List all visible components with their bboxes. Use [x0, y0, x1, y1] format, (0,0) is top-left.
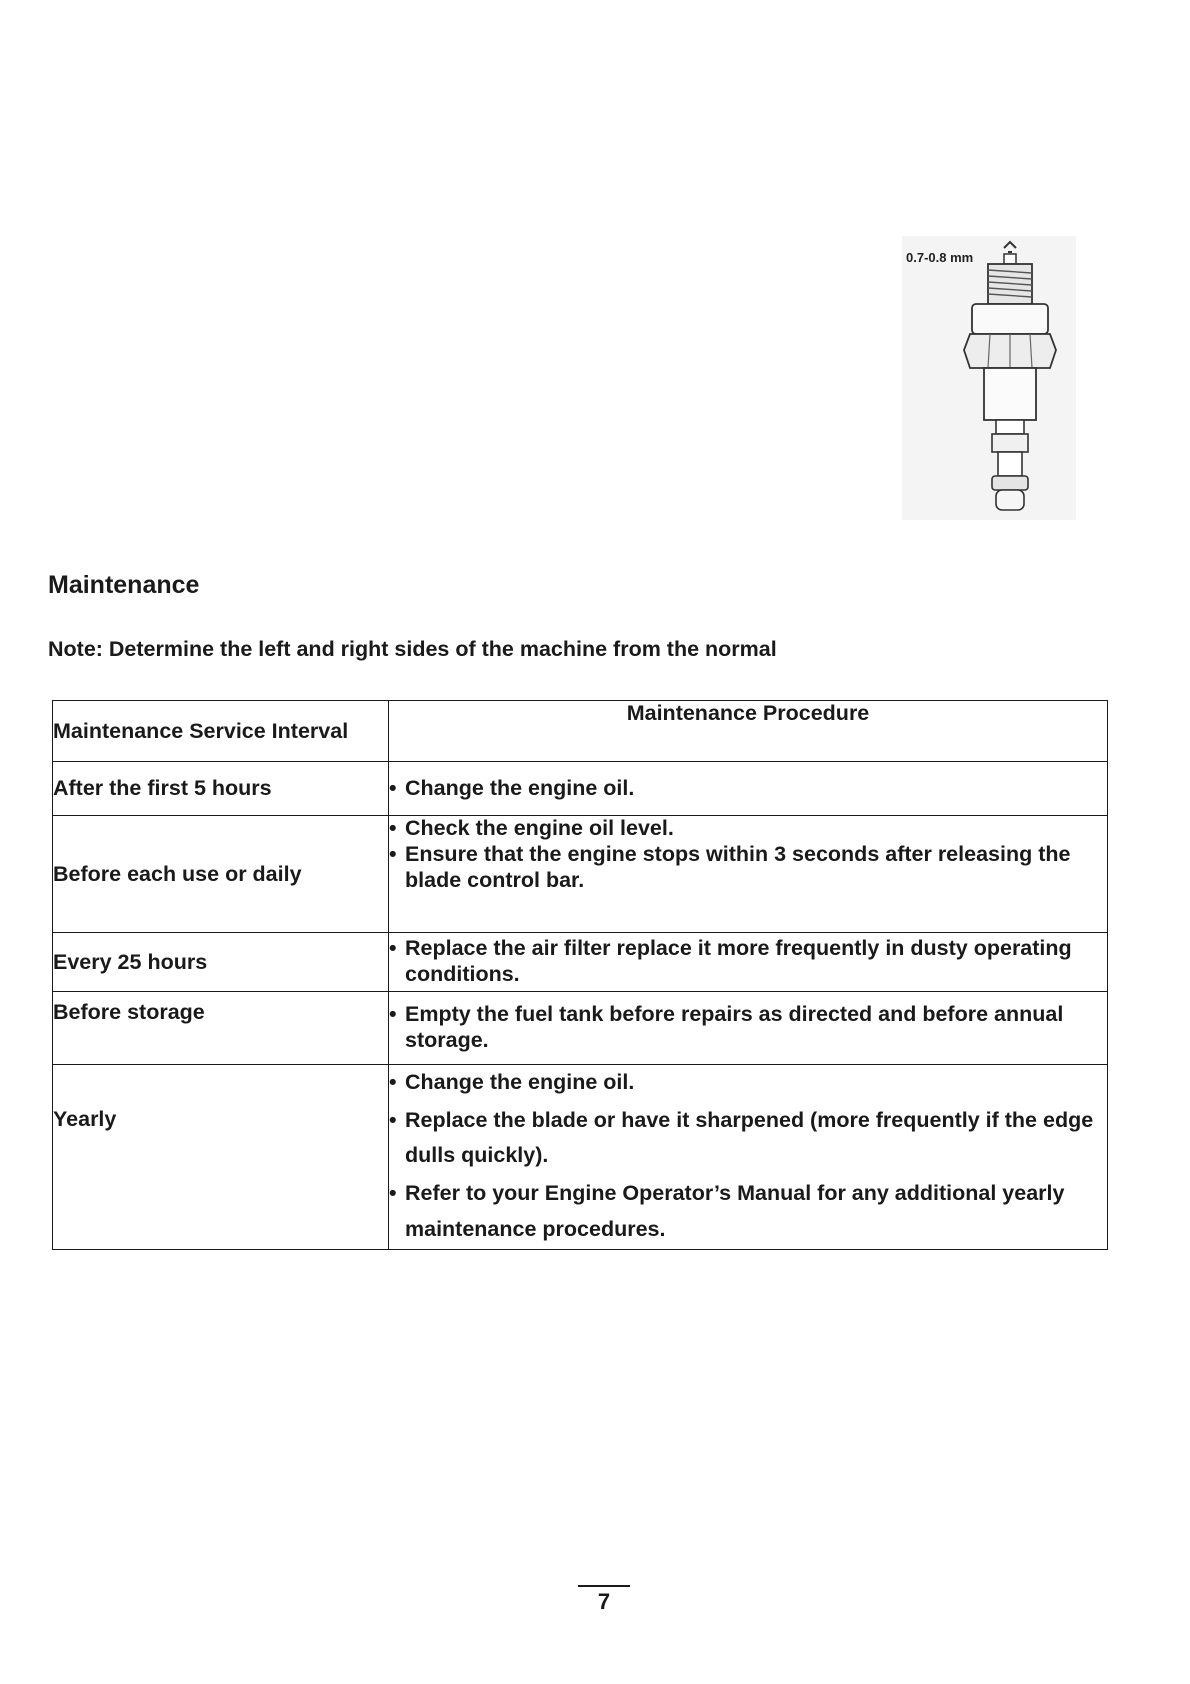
procedure-cell [389, 816, 1108, 933]
procedure-cell [389, 933, 1108, 992]
gap-label: 0.7-0.8 mm [906, 250, 974, 265]
interval-cell: Yearly [53, 1065, 389, 1250]
table-row [53, 992, 1108, 1065]
interval-cell: Every 25 hours [53, 933, 389, 992]
table-row [53, 1065, 1108, 1250]
note-text: Note: Determine the left and right sides of the machine from the normal [48, 637, 777, 661]
procedure-item: • Replace the blade or have it sharpened (more frequently if the edge dulls quickly). [389, 1107, 1094, 1168]
procedure-item: • Check the engine oil level. [389, 816, 674, 840]
procedure-item: • Replace the air filter replace it more frequently in dusty operating conditions. [389, 936, 1072, 986]
page-number: 7 [578, 1585, 630, 1615]
procedure-item: • Change the engine oil. [389, 1070, 635, 1094]
table-row [53, 762, 1108, 816]
spark-plug-figure [900, 232, 1078, 522]
interval-cell: After the first 5 hours [53, 762, 389, 816]
section-title: Maintenance [48, 571, 200, 599]
table-row [53, 816, 1108, 933]
header-procedure: Maintenance Procedure [389, 701, 1108, 762]
procedure-item: • Empty the fuel tank before repairs as directed and before annual storage. [389, 1002, 1064, 1052]
procedure-cell [389, 992, 1108, 1065]
interval-cell: Before storage [53, 992, 389, 1065]
procedure-item: • Change the engine oil. [389, 775, 635, 800]
maintenance-table [52, 700, 1108, 1250]
procedure-item: • Ensure that the engine stops within 3 seconds after releasing the blade control bar. [389, 841, 1071, 892]
procedure-cell [389, 1065, 1108, 1250]
spark-plug-icon [900, 232, 1078, 522]
table-row [53, 933, 1108, 992]
header-interval: Maintenance Service Interval [53, 701, 389, 762]
procedure-cell [389, 762, 1108, 816]
procedure-item: • Refer to your Engine Operator’s Manual for any additional yearly maintenance procedures. [389, 1181, 1065, 1241]
table-header-row [53, 701, 1108, 762]
interval-cell: Before each use or daily [53, 816, 389, 933]
